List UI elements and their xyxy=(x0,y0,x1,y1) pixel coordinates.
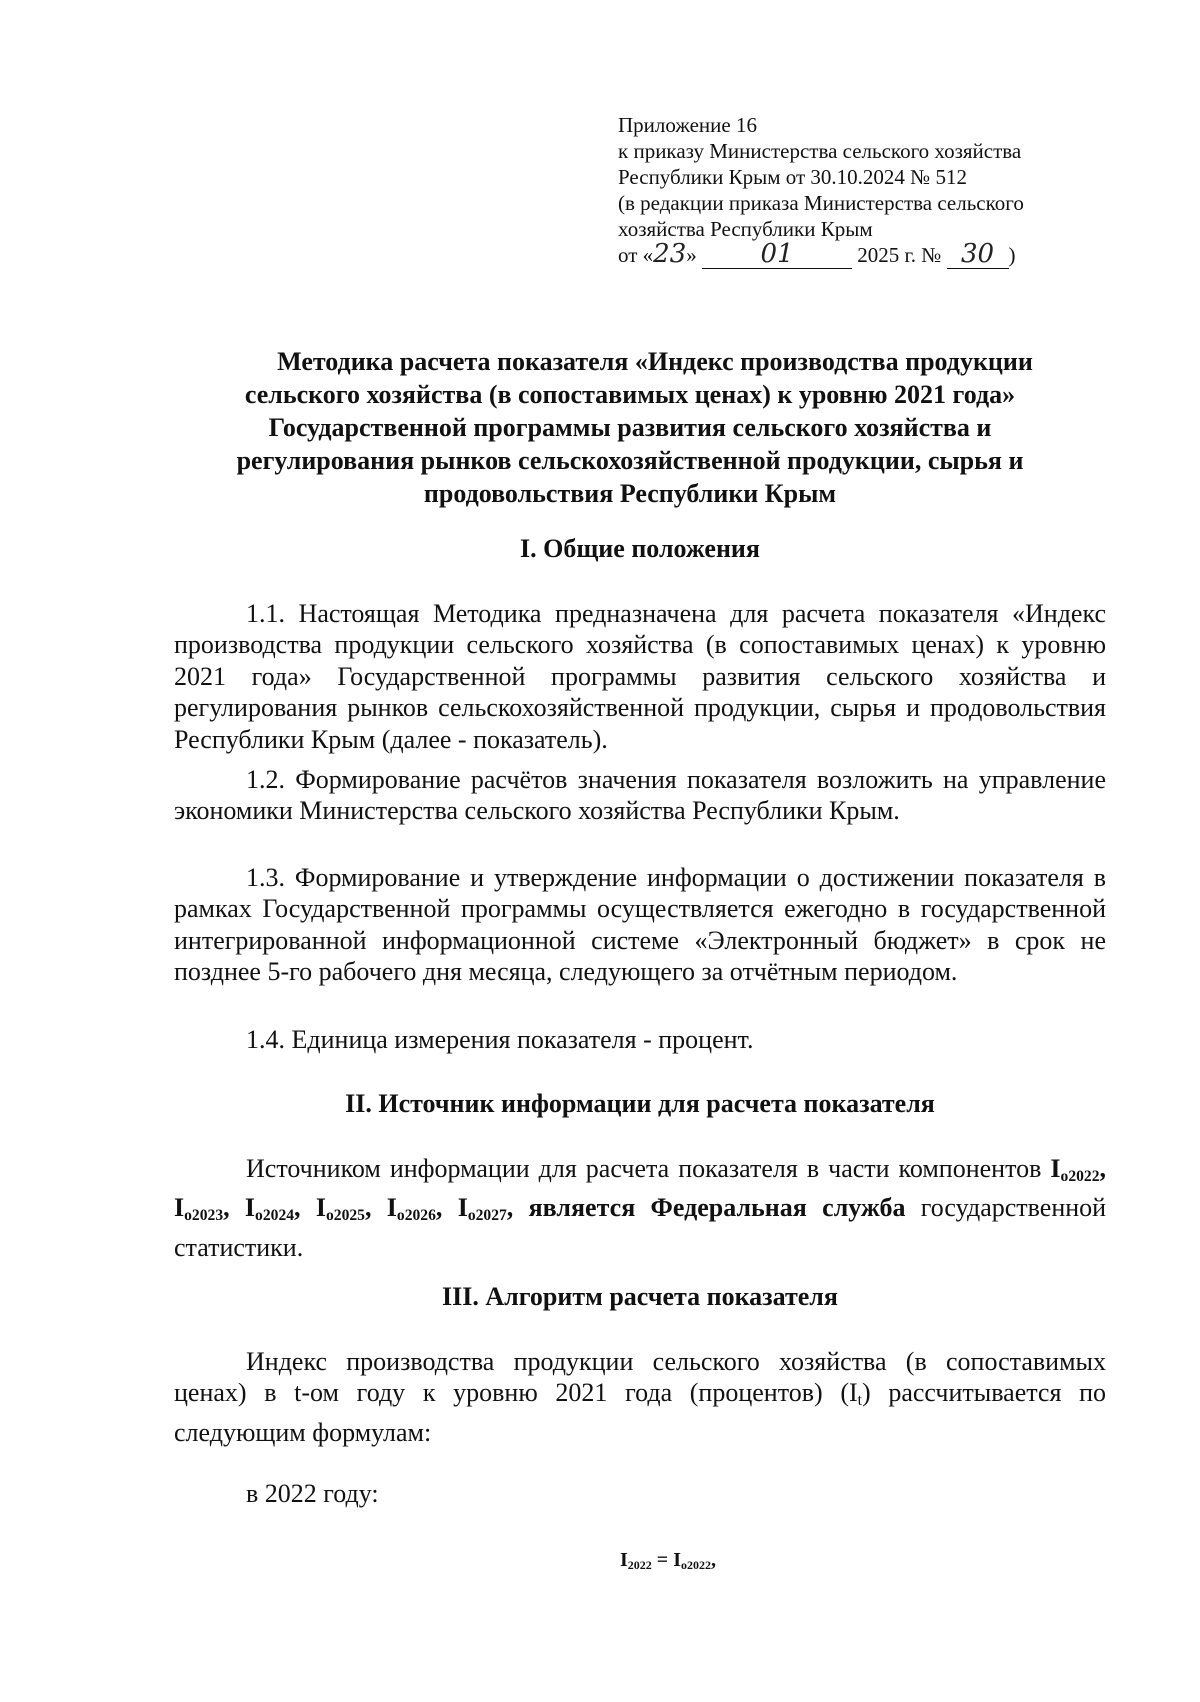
component-5: $I_{o2026}$, xyxy=(386,1193,443,1225)
title-line-3: Государственной программы развития сельского хозяйства и xyxy=(268,413,992,442)
formula-2022: $I_{2022} = I_{o2022}$, xyxy=(620,1549,716,1572)
component-2: $I_{o2023}$, xyxy=(174,1193,230,1225)
year-2022-label: в 2022 году: xyxy=(246,1479,379,1508)
section-3-text-b: ) рассчитывается по следующим формулам: xyxy=(174,1378,1107,1447)
section-3-paragraph xyxy=(174,1346,1106,1448)
attachment-line-2: к приказу Министерства сельского хозяйства xyxy=(618,139,1022,163)
attachment-block xyxy=(618,112,1138,269)
section-3-text-a: Индекс производства продукции сельского хозяйства (в сопоставимых ценах) в t-ом году к уровню 2021 года (процентов) (I xyxy=(174,1347,1106,1408)
formula-right-sub: o2022 xyxy=(681,1558,711,1572)
date-prefix: от « xyxy=(618,243,654,267)
section-1-paragraph-4: 1.4. Единица измерения показателя - процент. xyxy=(246,1025,754,1054)
component-4: $I_{o2025}$, xyxy=(315,1193,372,1225)
formula-left-sub: 2022 xyxy=(627,1558,652,1572)
close-paren: ) xyxy=(1008,243,1016,267)
section-2-text-last: государственной статистики. xyxy=(174,1193,1107,1262)
section-2-text: Источником информации для расчета показателя в части компонентов xyxy=(246,1154,1042,1183)
attachment-line-1: Приложение 16 xyxy=(618,113,757,137)
order-number: 30 xyxy=(960,239,995,269)
title-line-1: Методика расчета показателя «Индекс производства продукции xyxy=(277,347,1033,376)
component-1: $I_{o2022}$, xyxy=(1050,1154,1106,1185)
section-1-paragraph-3: 1.3. Формирование и утверждение информации о достижении показателя в рамках Государственной программы осуществляется ежегодно в государственной интегрированной информационной системе «Электронный бюджет» в срок не позднее 5-го рабочего дня месяца, следующего за отчётным периодом. xyxy=(174,863,1106,987)
section-1-paragraph-2: 1.2. Формирование расчётов значения показателя возложить на управление экономики Министерства сельского хозяйства Республики Крым. xyxy=(174,765,1106,826)
section-3-heading: III. Алгоритм расчета показателя xyxy=(442,1282,838,1311)
date-month: 01 xyxy=(760,239,794,269)
document-title xyxy=(170,345,1090,510)
component-6: $I_{o2027}$, xyxy=(457,1193,514,1225)
title-line-5: продовольствия Республики Крым xyxy=(423,479,837,508)
section-2-text-end: является Федеральная служба xyxy=(528,1193,906,1223)
title-line-2: сельского хозяйства (в сопоставимых ценах) к уровню 2021 года» xyxy=(244,380,1016,409)
order-number-field xyxy=(947,239,1009,269)
attachment-line-5: хозяйства Республики Крым xyxy=(618,217,873,241)
attachment-line-3: Республики Крым от 30.10.2024 № 512 xyxy=(618,165,967,189)
date-year: 2025 г. № xyxy=(857,243,942,267)
title-line-4: регулирования рынков сельскохозяйственной продукции, сырья и xyxy=(236,446,1024,475)
section-3-subscript: t xyxy=(857,1392,862,1410)
attachment-line-4: (в редакции приказа Министерства сельского xyxy=(618,191,1024,215)
section-2-heading: II. Источник информации для расчета показателя xyxy=(345,1089,935,1118)
date-day: 23 xyxy=(653,239,687,269)
date-sep: » xyxy=(686,243,697,267)
date-month-field xyxy=(702,239,852,269)
section-1-heading: I. Общие положения xyxy=(520,534,760,563)
section-2-paragraph xyxy=(174,1153,1106,1263)
section-1-paragraph-1: 1.1. Настоящая Методика предназначена для расчета показателя «Индекс производства продукции сельского хозяйства (в сопоставимых ценах) к уровню 2021 года» Государственной программы развития сельского хозяйства и регулирования рынков сельскохозяйственной продукции, сырья и продовольствия Республики Крым (далее - показатель). xyxy=(174,599,1106,754)
component-3: $I_{o2024}$, xyxy=(244,1193,301,1225)
attachment-date-line xyxy=(618,239,1138,269)
